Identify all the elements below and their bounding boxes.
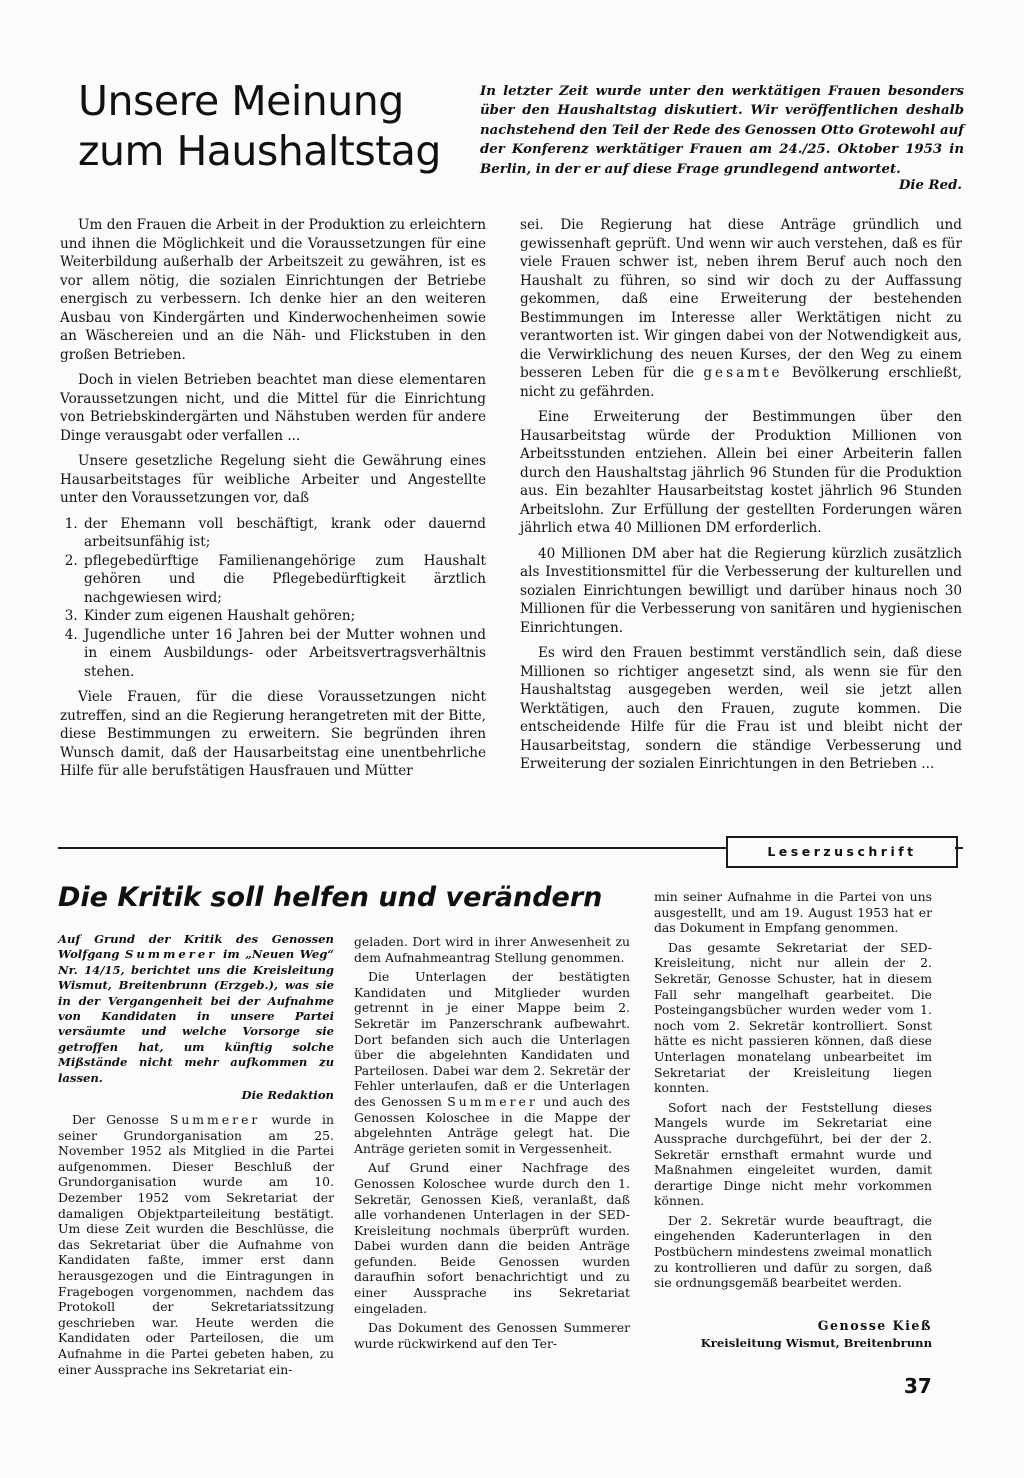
headline-line-2: zum Haushaltstag [78, 127, 441, 175]
paragraph: Eine Erweiterung der Bestimmungen über den Hausarbeitstag würde der Produktion Millionen von Arbeitsstunden entziehen. Allein bei einer Arbeiterin fallen durch den Haushaltstag jährlich 96 Stunden für die Produktion aus. Ein bezahlter Hausarbeitstag kostet jährlich 96 Stunden Arbeitslohn. Zur Erfüllung der gestellten Forderungen wären jährlich etwa 40 Millionen DM erforderlich. [520, 409, 962, 536]
list-item: 4. Jugendliche unter 16 Jahren bei der Mutter wohnen und in einem Ausbildungs- oder Arbeitsvertragsverhältnis stehen. [82, 626, 486, 682]
letter-column-2 [354, 934, 630, 1355]
spaced-name: Summerer [125, 947, 218, 962]
paragraph: Unsere gesetzliche Regelung sieht die Gewährung eines Hausarbeitstages für weibliche Arbeiter und Angestellte unter den Voraussetzungen vor, daß [60, 453, 486, 506]
paragraph: sei. Die Regierung hat diese Anträge gründlich und gewissenhaft geprüft. Und wenn wir auch verstehen, daß es für viele Frauen schwer ist, neben ihrem Beruf auch noch den Haushalt zu führen, so sind wir doch zu der Auffassung gekommen, daß eine Erweiterung der bestehenden Bestimmungen im Interesse aller Werktätigen nicht zu verantworten ist. Wir gingen dabei von der Notwendigkeit aus, die Verwirklichung des neuen Kurses, der den Weg zu einem besseren Leben für die gesamte Bevölkerung erschließt, nicht zu gefährden. [520, 217, 962, 400]
emphasis-spaced: gesamte [703, 365, 783, 381]
paragraph: Sofort nach der Feststellung dieses Mangels wurde im Sekretariat eine Aussprache durchgeführt, bei der der 2. Sekretär ernsthaft ermahnt wurde und Maßnahmen eingeleitet wurden, damit derartige Dinge nicht mehr vorkommen können. [654, 1099, 932, 1209]
article-column-2 [520, 216, 962, 781]
letter-column-3 [654, 889, 932, 1295]
paragraph: min seiner Aufnahme in die Partei von uns ausgestellt, und am 19. August 1953 hat er das Dokument in Empfang genommen. [654, 889, 932, 936]
page-number: 37 [904, 1374, 932, 1398]
list-item: 1. der Ehemann voll beschäftigt, krank oder dauernd arbeitsunfähig ist; [82, 515, 486, 552]
letter-signature-org: Kreisleitung Wismut, Breitenbrunn [700, 1336, 932, 1350]
lead-signature: Die Redaktion [241, 1088, 334, 1102]
section-divider [58, 847, 726, 849]
list-item: 3. Kinder zum eigenen Haushalt gehören; [82, 607, 486, 626]
paragraph: Die Unterlagen der bestätigten Kandidaten und Mitglieder wurden getrennt in je einer Mappe beim 2. Sekretär im Panzerschrank aufbewahrt. Dort befanden sich auch die Unterlagen über die abgelehnten Kandidaten und Parteilosen. Dabei war dem 2. Sekretär der Fehler unterlaufen, daß er die Unterlagen des Genossen Summerer und auch des Genossen Koloschee in die Mappe der abgelehnten Anträge gelegt hat. Die Anträge gerieten somit in Vergessenheit. [354, 969, 630, 1156]
article-column-1 [60, 216, 486, 788]
paragraph: Der Genosse Summerer wurde in seiner Grundorganisation am 25. November 1952 als Mitglied in die Partei aufgenommen. Dieser Beschluß der Grundorganisation wurde am 10. Dezember 1952 vom Sekretariat der damaligen Objektparteileitung bestätigt. Um diese Zeit wurden die Beschlüsse, die das Sekretariat über die Aufnahme von Kandidaten faßte, immer erst dann herausgezogen und die Eintragungen in Fragebogen vorgenommen, nachdem das Protokoll der Sekretariatssitzung geschrieben war. Heute werden die Kandidaten oder Parteilosen, die um Aufnahme in die Partei gebeten haben, zu einer Aussprache ins Sekretariat ein- [58, 1112, 334, 1377]
article-headline [78, 76, 441, 176]
paragraph: Das Dokument des Genossen Summerer wurde rückwirkend auf den Ter- [354, 1320, 630, 1351]
editorial-intro: In letzter Zeit wurde unter den werktätigen Frauen besonders über den Haushaltstag diskutiert. Wir veröffentlichen deshalb nachstehend den Teil der Rede des Genossen Otto Grotewohl auf der Konferenz werktätiger Frauen am 24./25. Oktober 1953 in Berlin, in der er auf diese Frage grundlegend antwortet. [480, 84, 964, 177]
intro-signature: Die Red. [898, 178, 962, 193]
letter-headline: Die Kritik soll helfen und verändern [58, 882, 603, 913]
paragraph: Auf Grund einer Nachfrage des Genossen Koloschee wurde durch den 1. Sekretär, Genossen Kieß, veranlaßt, daß alle vorhandenen Unterlagen in der SED-Kreisleitung nochmals überprüft wurden. Dabei wurden dann die beiden Anträge gefunden. Beide Genossen wurden daraufhin sofort benachrichtigt und zu einer Aussprache ins Sekretariat eingeladen. [354, 1160, 630, 1316]
section-badge: Leserzuschrift [726, 836, 958, 868]
paragraph: Viele Frauen, für die diese Voraussetzungen nicht zutreffen, sind an die Regierung herangetreten mit der Bitte, diese Bestimmungen zu erweitern. Sie begründen ihren Wunsch damit, daß der Hausarbeitstag eine unentbehrliche Hilfe für alle berufstätigen Hausfrauen und Mütter [60, 689, 486, 779]
paragraph: Es wird den Frauen bestimmt verständlich sein, daß diese Millionen so richtiger angesetzt sind, als wenn sie für den Haushaltstag ausgegeben werden, weil sie jetzt allen Werktätigen, auch den Frauen, zugute kommen. Die entscheidende Hilfe für die Frau ist und bleibt nicht der Hausarbeitstag, sondern die ständige Verbesserung und Erweiterung der sozialen Einrichtungen in den Betrieben ... [520, 645, 962, 772]
paragraph: Das gesamte Sekretariat der SED-Kreisleitung, nicht nur allein der 2. Sekretär, Genosse Schuster, hat in diesem Fall sehr mangelhaft gearbeitet. Die Posteingangsbücher wurden weder vom 1. noch vom 2. Sekretär kontrolliert. Sonst hätte es nicht passieren können, daß diese Unterlagen monatelang unbearbeitet im Sekretariat der Kreisleitung liegen konnten. [654, 939, 932, 1096]
headline-line-1: Unsere Meinung [78, 77, 404, 125]
letter-signature-name: Genosse Kieß [817, 1318, 932, 1333]
paragraph: geladen. Dort wird in ihrer Anwesenheit zu dem Aufnahmeantrag Stellung genommen. [354, 934, 630, 965]
list-item: 2. pflegebedürftige Familienangehörige zum Haushalt gehören und die Pflegebedürftigkeit ärztlich nachgewiesen wird; [82, 552, 486, 608]
paragraph: Der 2. Sekretär wurde beauftragt, die eingehenden Kaderunterlagen in den Postbüchern mindestens zweimal monatlich zu kontrollieren und dafür zu sorgen, daß sie ordnungsgemäß bearbeitet werden. [654, 1212, 932, 1291]
letter-column-1 [58, 1112, 334, 1381]
paragraph: Um den Frauen die Arbeit in der Produktion zu erleichtern und ihnen die Möglichkeit und die Voraussetzungen für eine Weiterbildung außerhalb der Arbeitszeit zu gewähren, ist es vor allem nötig, die sozialen Einrichtungen der Betriebe energisch zu verbessern. Ich denke hier an den weiteren Ausbau von Kindergärten und Kinderwochenheimen sowie an Wäschereien und an die Näh- und Flickstuben in den großen Betrieben. [60, 217, 486, 363]
conditions-list [60, 515, 486, 682]
letter-lead: Auf Grund der Kritik des Genossen Wolfgang Summerer im „Neuen Weg“ Nr. 14/15, berichtet uns die Kreisleitung Wismut, Breitenbrunn (Erzgeb.), was sie in der Vergangenheit bei der Aufnahme von Kandidaten in unsere Partei versäumte und welche Vorsorge sie getroffen hat, um künftig solche Mißstände nicht mehr aufkommen zu lassen. [58, 932, 334, 1085]
paragraph: Doch in vielen Betrieben beachtet man diese elementaren Voraussetzungen nicht, und die Mittel für die Einrichtung von Betriebskindergärten und Nähstuben werden für andere Dinge verausgabt oder verfallen ... [60, 372, 486, 444]
spaced-name: Summerer [447, 1093, 538, 1109]
paragraph: 40 Millionen DM aber hat die Regierung kürzlich zusätzlich als Investitionsmittel für die Verbesserung der kulturellen und sozialen Einrichtungen bewilligt und darüber hinaus noch 30 Millionen für die Verbesserung von sanitären und hygienischen Einrichtungen. [520, 545, 962, 636]
spaced-name: Summerer [169, 1112, 261, 1127]
